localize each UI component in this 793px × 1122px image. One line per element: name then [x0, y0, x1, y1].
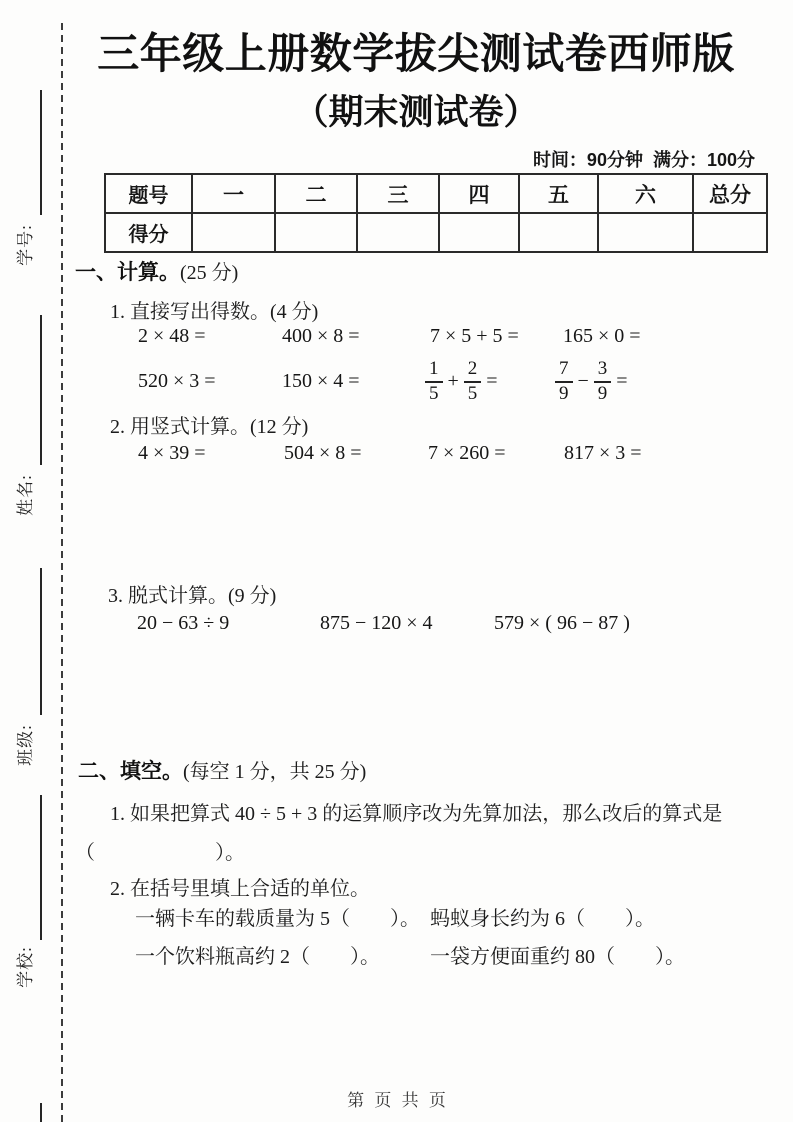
- score-cell-empty: [357, 213, 439, 252]
- score-table-cell-q3: 三: [357, 174, 439, 213]
- math-expression: 2 × 48 =: [138, 325, 206, 347]
- score-cell-empty: [598, 213, 693, 252]
- fraction: $\frac{3}{9}$: [594, 359, 612, 405]
- page-title: 三年级上册数学拔尖测试卷西师版: [97, 30, 735, 77]
- fill-q1-answer-blank: （ ）。: [75, 842, 245, 864]
- math-expression: 520 × 3 =: [138, 370, 216, 392]
- score-table-cell-total: 总分: [693, 174, 767, 213]
- score-table-cell-q4: 四: [439, 174, 519, 213]
- item3-heading: 3. 脱式计算。(9 分): [108, 585, 277, 607]
- math-expression: 875 − 120 × 4: [320, 612, 433, 634]
- score-table-cell-q6: 六: [598, 174, 693, 213]
- section-fill-number: 二、: [78, 760, 120, 783]
- item2-heading: 2. 用竖式计算。(12 分): [110, 416, 309, 438]
- equals-sign: =: [616, 370, 628, 393]
- math-expression: 817 × 3 =: [564, 442, 642, 464]
- math-expression: 4 × 39 =: [138, 442, 206, 464]
- score-table: [104, 173, 768, 253]
- section-fill-heading: [78, 755, 366, 785]
- school-label: 学校:: [16, 946, 35, 988]
- fraction-expression: [555, 359, 628, 405]
- unit-blank-truck: 一辆卡车的载质量为 5（ ）。: [135, 908, 420, 930]
- fraction: $\frac{2}{5}$: [464, 359, 482, 405]
- unit-blank-bottle: 一个饮料瓶高约 2（ ）。: [135, 946, 380, 968]
- page-footer: 第 页 共 页: [347, 1091, 446, 1110]
- fill-q2-text: 2. 在括号里填上合适的单位。: [110, 878, 370, 900]
- score-cell-empty: [519, 213, 598, 252]
- score-table-score-row: [105, 213, 767, 252]
- page-subtitle: （期末测试卷）: [293, 93, 539, 132]
- exam-meta: 时间：90分钟 满分：100分: [532, 150, 755, 170]
- dashed-cut-line: [61, 23, 63, 1122]
- operator: −: [577, 370, 589, 393]
- name-label: 姓名:: [16, 474, 35, 516]
- fraction: $\frac{1}{5}$: [425, 359, 443, 405]
- unit-blank-noodles: 一袋方便面重约 80（ ）。: [430, 946, 685, 968]
- class-label: 班级:: [16, 724, 35, 766]
- score-cell-empty: [693, 213, 767, 252]
- section-fill-title: 填空。: [120, 760, 183, 783]
- student-id-blank-line: [40, 90, 42, 215]
- math-expression: 7 × 260 =: [428, 442, 506, 464]
- item1-heading: 1. 直接写出得数。(4 分): [110, 301, 319, 323]
- math-expression: 504 × 8 =: [284, 442, 362, 464]
- school-blank-line: [40, 795, 42, 940]
- unit-blank-ant: 蚂蚁身长约为 6（ ）。: [430, 908, 655, 930]
- operator: +: [447, 370, 459, 393]
- score-table-cell-q1: 一: [192, 174, 275, 213]
- section-calc-score: (25 分): [180, 262, 239, 284]
- score-cell-empty: [439, 213, 519, 252]
- section-calc-title: 计算。: [117, 261, 180, 284]
- score-table-header-row: [105, 174, 767, 213]
- math-expression: 400 × 8 =: [282, 325, 360, 347]
- section-calc-heading: [75, 256, 238, 286]
- score-table-cell-q2: 二: [275, 174, 357, 213]
- section-calc-number: 一、: [75, 261, 117, 284]
- equals-sign: =: [486, 370, 498, 393]
- score-row-label: 得分: [105, 213, 192, 252]
- math-expression: 7 × 5 + 5 =: [430, 325, 519, 347]
- math-expression: 150 × 4 =: [282, 370, 360, 392]
- class-blank-line: [40, 568, 42, 715]
- score-table-cell-q5: 五: [519, 174, 598, 213]
- score-table-cell-label: 题号: [105, 174, 192, 213]
- fraction-expression: [425, 359, 498, 405]
- fill-q1-text: 1. 如果把算式 40 ÷ 5 + 3 的运算顺序改为先算加法，那么改后的算式是: [110, 803, 723, 825]
- score-cell-empty: [192, 213, 275, 252]
- math-expression: 579 × ( 96 − 87 ): [494, 612, 630, 634]
- math-expression: 20 − 63 ÷ 9: [137, 612, 230, 634]
- section-fill-score: (每空 1 分，共 25 分): [183, 761, 367, 783]
- student-id-label: 学号:: [16, 224, 35, 266]
- fraction: $\frac{7}{9}$: [555, 359, 573, 405]
- score-cell-empty: [275, 213, 357, 252]
- math-expression: 165 × 0 =: [563, 325, 641, 347]
- name-blank-line: [40, 315, 42, 465]
